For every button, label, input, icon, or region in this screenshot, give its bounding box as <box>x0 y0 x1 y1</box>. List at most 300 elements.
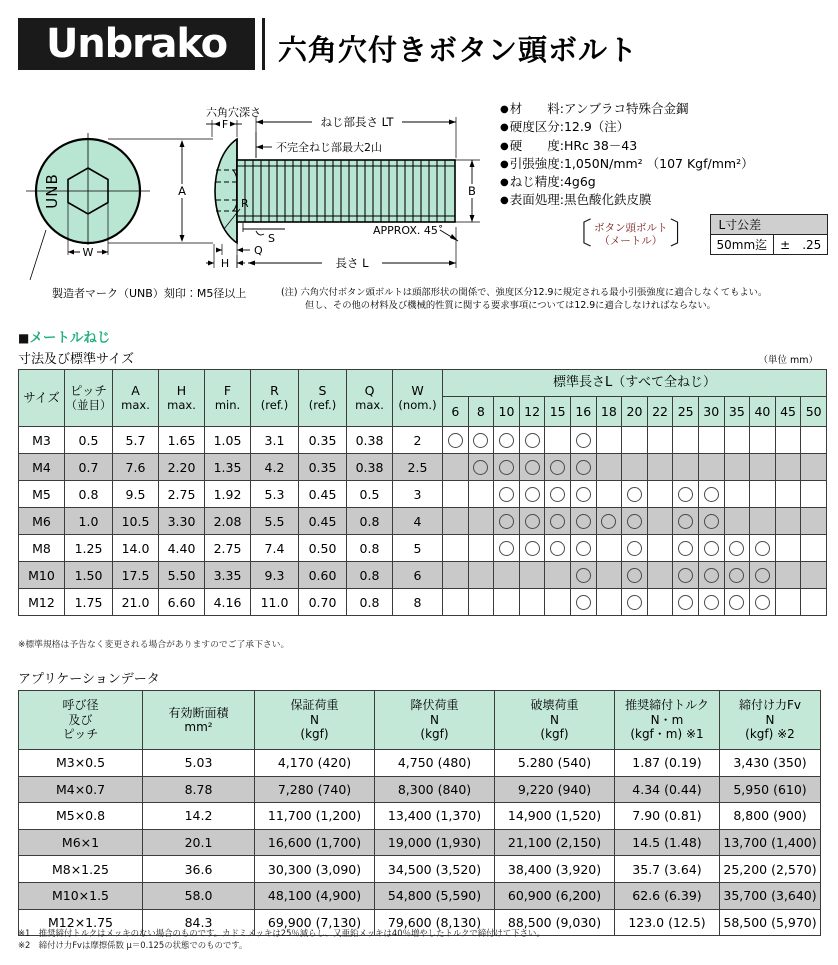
header-l2: 有効断面積 <box>168 705 229 720</box>
header-l3: (kgf) <box>420 727 449 742</box>
cell-f: 1.35 <box>205 454 251 481</box>
cell-yield: 13,400 (1,370) <box>375 803 495 830</box>
svg-text:A: A <box>178 184 186 198</box>
cell-yield: 34,500 (3,520) <box>375 856 495 883</box>
cell-a: 7.6 <box>113 454 159 481</box>
cell-length-15 <box>545 535 571 562</box>
cell-length-35 <box>724 481 750 508</box>
header-l1: 推奨締付トルク <box>625 698 709 713</box>
page-footnotes <box>18 928 828 951</box>
cell-length-16 <box>570 562 596 589</box>
cell-length-10 <box>494 508 520 535</box>
cell-h: 4.40 <box>159 535 205 562</box>
table-row <box>19 750 821 777</box>
table-row <box>19 829 821 856</box>
cell-ultimate: 14,900 (1,520) <box>495 803 615 830</box>
header-sub: max. <box>167 398 196 412</box>
cell-q: 0.38 <box>347 427 393 454</box>
cell-length-45 <box>775 589 801 616</box>
header-l1: 呼び径 <box>62 698 99 713</box>
cell-torque: 123.0 (12.5) <box>615 909 720 936</box>
spec-value: 4g6g <box>563 174 596 190</box>
availability-circle-icon <box>704 514 719 529</box>
col-header-r <box>251 370 299 427</box>
maker-mark-note: 製造者マーク（UNB）刻印：M5径以上 <box>52 287 247 300</box>
availability-circle-icon <box>576 595 591 610</box>
bolt-technical-drawing <box>0 92 500 282</box>
cell-length-8 <box>468 562 494 589</box>
col-header-length-18: 18 <box>596 397 622 427</box>
cell-h: 2.20 <box>159 454 205 481</box>
availability-circle-icon <box>525 460 540 475</box>
bullet-icon: ● <box>500 104 509 115</box>
availability-circle-icon <box>473 460 488 475</box>
cell-length-18 <box>596 508 622 535</box>
table-row <box>19 776 821 803</box>
svg-text:ねじ部長さ LT: ねじ部長さ LT <box>320 115 394 129</box>
col-header-w <box>393 370 443 427</box>
table-row <box>19 856 821 883</box>
availability-circle-icon <box>704 487 719 502</box>
cell-length-50 <box>801 562 827 589</box>
header-sub: (ref.) <box>260 398 289 412</box>
cell-length-16 <box>570 535 596 562</box>
availability-circle-icon <box>704 568 719 583</box>
cell-length-50 <box>801 427 827 454</box>
cell-length-22 <box>647 589 673 616</box>
spec-label: 引張強度 <box>509 155 560 171</box>
svg-text:F: F <box>221 118 229 131</box>
header-l1: 保証荷重 <box>290 698 339 713</box>
cell-w: 8 <box>393 589 443 616</box>
tolerance-value: ± .25 <box>774 235 828 255</box>
cell-w: 3 <box>393 481 443 508</box>
cell-length-40 <box>750 535 776 562</box>
col-header-length-50: 50 <box>801 397 827 427</box>
availability-circle-icon <box>525 541 540 556</box>
table-header-row <box>19 691 821 750</box>
cell-s: 0.45 <box>299 508 347 535</box>
spec-label: 硬 度 <box>509 137 560 153</box>
col-header-length-35: 35 <box>724 397 750 427</box>
col-header-length-8: 8 <box>468 397 494 427</box>
table-row <box>19 427 827 454</box>
cell-s: 0.35 <box>299 427 347 454</box>
cell-a: 21.0 <box>113 589 159 616</box>
cell-length-22 <box>647 535 673 562</box>
availability-circle-icon <box>704 541 719 556</box>
cell-length-50 <box>801 589 827 616</box>
availability-circle-icon <box>576 568 591 583</box>
cell-length-30 <box>698 508 724 535</box>
col-header-proof-load <box>255 691 375 750</box>
cell-torque: 35.7 (3.64) <box>615 856 720 883</box>
cell-length-18 <box>596 562 622 589</box>
cell-length-10 <box>494 562 520 589</box>
cell-length-20 <box>622 562 648 589</box>
bracket-line-1: ボタン頭ボルト <box>594 221 668 234</box>
bullet-icon: ● <box>500 122 509 134</box>
cell-ultimate: 9,220 (940) <box>495 776 615 803</box>
availability-circle-icon <box>729 595 744 610</box>
cell-length-16 <box>570 508 596 535</box>
bullet-icon: ● <box>500 140 509 152</box>
cell-length-12 <box>519 481 545 508</box>
header-main: W <box>411 383 424 398</box>
cell-w: 2.5 <box>393 454 443 481</box>
cell-proof: 16,600 (1,700) <box>255 829 375 856</box>
header-l3: (kgf) ※2 <box>745 727 795 742</box>
cell-clamp: 8,800 (900) <box>720 803 821 830</box>
table1-footnote: ※標準規格は予告なく変更される場合がありますのでご了承下さい。 <box>18 640 290 650</box>
cell-length-22 <box>647 481 673 508</box>
cell-size: M5×0.8 <box>19 803 143 830</box>
cell-length-6 <box>443 562 469 589</box>
header-main: R <box>270 383 279 398</box>
cell-r: 9.3 <box>251 562 299 589</box>
cell-s: 0.60 <box>299 562 347 589</box>
svg-text:不完全ねじ部最大2山: 不完全ねじ部最大2山 <box>276 141 382 154</box>
cell-area: 8.78 <box>143 776 255 803</box>
cell-length-30 <box>698 589 724 616</box>
cell-length-18 <box>596 427 622 454</box>
table-row <box>19 454 827 481</box>
cell-length-30 <box>698 454 724 481</box>
cell-w: 2 <box>393 427 443 454</box>
table-row <box>19 562 827 589</box>
cell-length-20 <box>622 535 648 562</box>
cell-h: 6.60 <box>159 589 205 616</box>
availability-circle-icon <box>576 460 591 475</box>
cell-size: M4×0.7 <box>19 776 143 803</box>
bracket-right-icon: 〕 <box>669 216 700 252</box>
cell-length-12 <box>519 427 545 454</box>
spec-row-grade: ●硬度区分:12.9（注） <box>500 119 630 135</box>
cell-length-6 <box>443 427 469 454</box>
col-header-length-30: 30 <box>698 397 724 427</box>
cell-clamp: 13,700 (1,400) <box>720 829 821 856</box>
cell-area: 20.1 <box>143 829 255 856</box>
availability-circle-icon <box>678 487 693 502</box>
cell-pitch: 1.75 <box>65 589 113 616</box>
cell-length-12 <box>519 454 545 481</box>
section-title: メートルねじ <box>29 330 111 346</box>
dimensions-table-container <box>18 369 820 616</box>
cell-length-18 <box>596 481 622 508</box>
cell-length-12 <box>519 508 545 535</box>
col-header-pitch <box>65 370 113 427</box>
cell-length-30 <box>698 427 724 454</box>
section-heading-metric <box>18 326 110 346</box>
header-main: サイズ <box>23 390 60 405</box>
cell-ultimate: 5.280 (540) <box>495 750 615 777</box>
cell-pitch: 0.8 <box>65 481 113 508</box>
chu-line-2: 但し、その他の材料及び機械的性質に関する要求事項については12.9に適合しなければならない。 <box>305 299 716 311</box>
cell-length-22 <box>647 562 673 589</box>
cell-size: M4 <box>19 454 65 481</box>
col-header-length-22: 22 <box>647 397 673 427</box>
table-row <box>19 803 821 830</box>
cell-length-50 <box>801 454 827 481</box>
cell-length-50 <box>801 508 827 535</box>
cell-length-15 <box>545 481 571 508</box>
cell-pitch: 0.5 <box>65 427 113 454</box>
cell-size: M3 <box>19 427 65 454</box>
cell-size: M5 <box>19 481 65 508</box>
cell-size: M8×1.25 <box>19 856 143 883</box>
cell-q: 0.38 <box>347 454 393 481</box>
cell-torque: 14.5 (1.48) <box>615 829 720 856</box>
table-row <box>710 215 828 235</box>
cell-size: M6×1 <box>19 829 143 856</box>
unit-label: （単位 mm） <box>758 355 818 366</box>
cell-length-20 <box>622 427 648 454</box>
cell-length-45 <box>775 454 801 481</box>
cell-length-8 <box>468 481 494 508</box>
availability-circle-icon <box>576 541 591 556</box>
availability-circle-icon <box>550 514 565 529</box>
header-l3: (kgf) <box>540 727 569 742</box>
cell-length-10 <box>494 427 520 454</box>
availability-circle-icon <box>448 433 463 448</box>
cell-yield: 4,750 (480) <box>375 750 495 777</box>
col-header-ultimate-load <box>495 691 615 750</box>
cell-proof: 30,300 (3,090) <box>255 856 375 883</box>
col-header-size <box>19 370 65 427</box>
cell-r: 11.0 <box>251 589 299 616</box>
cell-f: 1.05 <box>205 427 251 454</box>
cell-length-40 <box>750 427 776 454</box>
availability-circle-icon <box>499 460 514 475</box>
header-l2: N <box>430 712 439 727</box>
cell-f: 3.35 <box>205 562 251 589</box>
spec-label: 材 料 <box>509 101 560 116</box>
cell-length-45 <box>775 562 801 589</box>
cell-length-20 <box>622 481 648 508</box>
cell-length-35 <box>724 589 750 616</box>
table-head <box>19 691 821 750</box>
cell-clamp: 5,950 (610) <box>720 776 821 803</box>
cell-clamp: 3,430 (350) <box>720 750 821 777</box>
header-divider <box>262 18 265 70</box>
availability-circle-icon <box>499 514 514 529</box>
availability-circle-icon <box>755 568 770 583</box>
header-l1: 締付け力Fv <box>738 698 801 713</box>
tolerance-block <box>562 214 828 255</box>
cell-length-15 <box>545 508 571 535</box>
footnote-2: ※2 締付け力Fvは摩擦係数 μ＝0.125の状態でのものです。 <box>18 939 248 950</box>
bullet-icon: ● <box>500 195 509 207</box>
availability-circle-icon <box>473 433 488 448</box>
cell-w: 6 <box>393 562 443 589</box>
table-row <box>19 882 821 909</box>
section-heading-application: アプリケーションデータ <box>18 672 160 687</box>
cell-length-12 <box>519 535 545 562</box>
cell-h: 5.50 <box>159 562 205 589</box>
availability-circle-icon <box>525 487 540 502</box>
table-row <box>19 481 827 508</box>
cell-length-10 <box>494 481 520 508</box>
cell-q: 0.8 <box>347 562 393 589</box>
svg-text:六角穴深さ: 六角穴深さ <box>206 106 261 119</box>
cell-length-45 <box>775 427 801 454</box>
cell-length-35 <box>724 508 750 535</box>
header-sub: （並目） <box>65 398 112 412</box>
spec-row-thread-accuracy: ●ねじ精度:4g6g <box>500 174 596 190</box>
cell-length-16 <box>570 589 596 616</box>
svg-text:Q: Q <box>254 244 263 257</box>
availability-circle-icon <box>627 487 642 502</box>
cell-q: 0.5 <box>347 481 393 508</box>
col-header-h <box>159 370 205 427</box>
bracket-line-2: （メートル） <box>599 234 663 247</box>
header-l2: N・m <box>650 712 684 727</box>
cell-area: 14.2 <box>143 803 255 830</box>
cell-s: 0.35 <box>299 454 347 481</box>
cell-length-8 <box>468 508 494 535</box>
bullet-icon: ● <box>500 158 509 170</box>
availability-circle-icon <box>550 487 565 502</box>
cell-yield: 8,300 (840) <box>375 776 495 803</box>
cell-length-22 <box>647 508 673 535</box>
cell-length-35 <box>724 562 750 589</box>
availability-circle-icon <box>627 541 642 556</box>
col-header-yield-load <box>375 691 495 750</box>
cell-pitch: 1.0 <box>65 508 113 535</box>
cell-f: 4.16 <box>205 589 251 616</box>
spec-row-tensile: ●引張強度:1,050N/mm² （107 Kgf/mm²） <box>500 155 754 171</box>
svg-text:APPROX. 45˚: APPROX. 45˚ <box>373 224 444 237</box>
cell-length-25 <box>673 508 699 535</box>
cell-proof: 4,170 (420) <box>255 750 375 777</box>
col-header-stress-area <box>143 691 255 750</box>
availability-circle-icon <box>755 541 770 556</box>
cell-length-20 <box>622 454 648 481</box>
cell-length-25 <box>673 562 699 589</box>
cell-s: 0.45 <box>299 481 347 508</box>
cell-length-30 <box>698 535 724 562</box>
cell-length-8 <box>468 454 494 481</box>
svg-text:S: S <box>268 232 275 245</box>
cell-ultimate: 88,500 (9,030) <box>495 909 615 936</box>
table-body <box>19 750 821 936</box>
cell-size: M3×0.5 <box>19 750 143 777</box>
col-header-length-10: 10 <box>494 397 520 427</box>
cell-length-8 <box>468 589 494 616</box>
cell-length-50 <box>801 535 827 562</box>
header-l2: 及び <box>68 712 93 727</box>
cell-length-35 <box>724 454 750 481</box>
cell-length-10 <box>494 589 520 616</box>
header-main: A <box>131 383 140 398</box>
cell-proof: 69,900 (7,130) <box>255 909 375 936</box>
availability-circle-icon <box>678 568 693 583</box>
cell-length-30 <box>698 562 724 589</box>
table-header-row <box>19 370 827 397</box>
cell-area: 58.0 <box>143 882 255 909</box>
cell-proof: 7,280 (740) <box>255 776 375 803</box>
cell-h: 1.65 <box>159 427 205 454</box>
cell-size: M12 <box>19 589 65 616</box>
cell-length-20 <box>622 508 648 535</box>
cell-length-20 <box>622 589 648 616</box>
cell-s: 0.70 <box>299 589 347 616</box>
cell-torque: 4.34 (0.44) <box>615 776 720 803</box>
table-row <box>19 589 827 616</box>
page-title: 六角穴付きボタン頭ボルト <box>278 33 639 67</box>
cell-length-12 <box>519 562 545 589</box>
cell-length-35 <box>724 427 750 454</box>
header-l1: 破壊荷重 <box>530 698 579 713</box>
cell-length-16 <box>570 427 596 454</box>
availability-circle-icon <box>678 595 693 610</box>
cell-torque: 1.87 (0.19) <box>615 750 720 777</box>
cell-pitch: 1.25 <box>65 535 113 562</box>
tolerance-table <box>710 214 829 255</box>
dimensions-table <box>18 369 827 616</box>
header-sub: min. <box>214 398 241 412</box>
table-body <box>19 427 827 616</box>
cell-a: 17.5 <box>113 562 159 589</box>
spec-row-material: ●材 料:アンブラコ特殊合金鋼 <box>500 101 689 116</box>
cell-length-25 <box>673 427 699 454</box>
header-sub: max. <box>355 398 384 412</box>
cell-w: 5 <box>393 535 443 562</box>
svg-text:H: H <box>220 257 230 270</box>
square-marker-icon: ■ <box>18 331 30 345</box>
availability-circle-icon <box>576 514 591 529</box>
cell-size: M10 <box>19 562 65 589</box>
cell-size: M12×1.75 <box>19 909 143 936</box>
availability-circle-icon <box>525 514 540 529</box>
cell-r: 7.4 <box>251 535 299 562</box>
spec-label: ねじ精度 <box>509 174 560 190</box>
application-data-table <box>18 690 821 936</box>
svg-text:UNB: UNB <box>43 173 61 209</box>
availability-circle-icon <box>627 595 642 610</box>
header-main: H <box>176 383 187 398</box>
tolerance-range: 50mm迄 <box>710 235 774 255</box>
cell-length-6 <box>443 589 469 616</box>
col-header-length-12: 12 <box>519 397 545 427</box>
tolerance-bracket-text <box>592 222 670 248</box>
cell-torque: 62.6 (6.39) <box>615 882 720 909</box>
cell-length-18 <box>596 454 622 481</box>
brand-logo-text: Unbrako <box>46 21 227 67</box>
cell-length-45 <box>775 508 801 535</box>
availability-circle-icon <box>601 514 616 529</box>
cell-q: 0.8 <box>347 589 393 616</box>
spec-value: 黒色酸化鉄皮膜 <box>563 192 652 208</box>
spec-value: 1,050N/mm² （107 Kgf/mm²） <box>563 155 754 171</box>
cell-length-6 <box>443 508 469 535</box>
cell-length-25 <box>673 454 699 481</box>
cell-proof: 11,700 (1,200) <box>255 803 375 830</box>
header-l1: 降伏荷重 <box>410 698 459 713</box>
brand-logo <box>18 18 255 70</box>
cell-length-15 <box>545 454 571 481</box>
cell-torque: 7.90 (0.81) <box>615 803 720 830</box>
cell-area: 84.3 <box>143 909 255 936</box>
cell-f: 2.08 <box>205 508 251 535</box>
section-subtitle-dimensions: 寸法及び標準サイズ <box>18 352 134 367</box>
cell-area: 5.03 <box>143 750 255 777</box>
cell-length-45 <box>775 481 801 508</box>
footnote-chu <box>281 287 826 312</box>
cell-length-35 <box>724 535 750 562</box>
header-sub: (ref.) <box>308 398 337 412</box>
cell-ultimate: 60,900 (6,200) <box>495 882 615 909</box>
